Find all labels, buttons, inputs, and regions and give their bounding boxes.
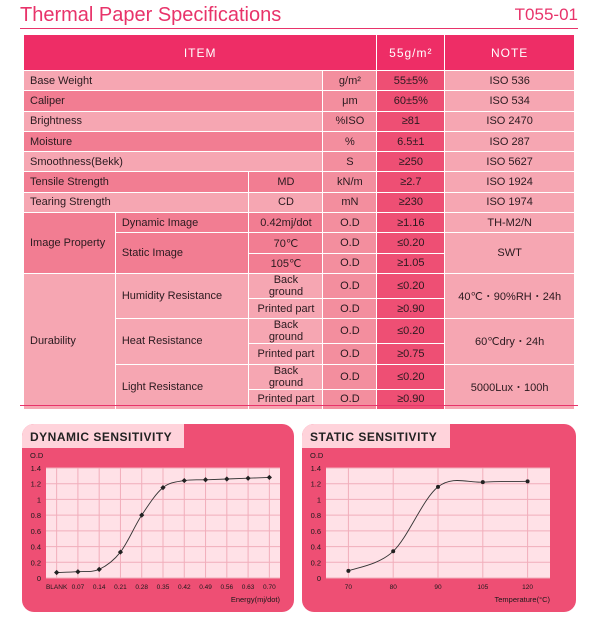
group-label: Image Property [24,213,116,274]
row-unit: O.D [323,319,377,344]
table-row [24,71,575,91]
row-value: ≤0.20 [377,233,445,253]
header-note: NOTE [445,35,575,71]
row-unit: O.D [323,389,377,409]
row-part: Printed part [249,298,323,318]
row-value: ≤0.20 [377,364,445,389]
header-item: ITEM [24,35,377,71]
row-note: ISO 536 [445,71,575,91]
dynamic-sensitivity-panel [22,424,294,612]
row-name: Humidity Resistance [115,273,249,318]
table-row [24,152,575,172]
data-point [526,479,530,483]
group-label: Durability [24,273,116,409]
y-tick-label: 1 [36,495,41,505]
x-tick-label: 0.63 [241,584,255,591]
page-title: Thermal Paper Specifications [20,4,282,26]
row-cond: 0.42mj/dot [249,213,323,233]
table-row [24,111,575,131]
data-point [481,480,485,484]
row-note: ISO 1974 [445,192,575,212]
row-sub: MD [249,172,323,192]
y-axis-label: O.D [30,451,44,460]
row-name: Caliper [24,91,323,111]
row-note: TH-M2/N [445,213,575,233]
row-value: 60±5% [377,91,445,111]
row-cond: 105℃ [249,253,323,273]
row-unit: S [323,152,377,172]
row-unit: O.D [323,273,377,298]
y-tick-label: 1.2 [30,479,41,489]
x-tick-label: 70 [344,584,353,591]
row-name: Smoothness(Bekk) [24,152,323,172]
y-tick-label: 1.2 [310,479,321,489]
data-point [346,569,350,573]
row-name: Brightness [24,111,323,131]
y-tick-label: 0.4 [30,542,41,552]
y-axis-label: O.D [310,451,324,460]
row-value: ≥0.75 [377,344,445,364]
document-code: T055-01 [514,5,578,24]
data-point [391,549,395,553]
row-part: Back ground [249,319,323,344]
y-tick-label: 0.2 [310,558,321,568]
row-unit: % [323,131,377,151]
x-tick-label: 0.42 [177,584,191,591]
row-unit: O.D [323,253,377,273]
row-value: ≥1.16 [377,213,445,233]
row-value: 55±5% [377,71,445,91]
x-tick-label: 0.49 [199,584,212,591]
y-tick-label: 1.4 [30,464,41,473]
row-note: ISO 2470 [445,111,575,131]
row-cond: 70℃ [249,233,323,253]
header-value: 55g/m² [377,35,445,71]
x-tick-label: 0.70 [263,584,276,591]
row-name: Moisture [24,131,323,151]
row-value: ≥1.05 [377,253,445,273]
row-unit: O.D [323,213,377,233]
y-tick-label: 0.6 [30,526,41,536]
static-sensitivity-chart [302,424,576,612]
row-note: ISO 287 [445,131,575,151]
dynamic-sensitivity-chart [22,424,294,612]
x-tick-label: BLANK [45,584,68,591]
table-row [24,273,575,298]
title-divider [20,28,578,29]
x-axis-label: Energy(mj/dot) [230,595,280,604]
x-tick-label: 0.21 [114,584,127,591]
y-tick-label: 0.4 [310,542,321,552]
row-value: 6.5±1 [377,131,445,151]
row-note: 40℃・90%RH・24h [445,273,575,318]
y-tick-label: 0.8 [310,511,321,521]
table-row [24,192,575,212]
y-tick-label: 0.8 [30,511,41,521]
chart-title: DYNAMIC SENSITIVITY [22,424,184,448]
row-note: SWT [445,233,575,274]
row-unit: O.D [323,344,377,364]
table-row [24,172,575,192]
row-note: 5000Lux・100h [445,364,575,409]
static-sensitivity-panel [302,424,576,612]
table-row [24,131,575,151]
data-point [436,485,440,489]
x-tick-label: 0.35 [156,584,170,591]
row-name: Base Weight [24,71,323,91]
row-sub: CD [249,192,323,212]
section-divider [20,405,578,406]
x-tick-label: 90 [434,584,442,591]
x-tick-label: 80 [389,584,397,591]
x-tick-label: 0.28 [135,584,149,591]
row-value: ≥250 [377,152,445,172]
y-tick-label: 1.4 [310,464,321,473]
row-name: Dynamic Image [115,213,249,233]
row-unit: %ISO [323,111,377,131]
row-name: Heat Resistance [115,319,249,364]
row-unit: μm [323,91,377,111]
row-unit: g/m² [323,71,377,91]
row-note: 60℃dry・24h [445,319,575,364]
spec-table [23,34,575,410]
table-row [24,91,575,111]
row-unit: O.D [323,298,377,318]
row-value: ≥2.7 [377,172,445,192]
x-axis-label: Temperature(°C) [494,595,550,604]
x-tick-label: 0.14 [92,584,106,591]
y-tick-label: 0 [36,574,41,583]
row-value: ≥0.90 [377,298,445,318]
row-unit: O.D [323,364,377,389]
row-value: ≥0.90 [377,389,445,409]
table-row [24,213,575,233]
y-tick-label: 0.6 [310,526,321,536]
y-tick-label: 0 [316,574,321,583]
row-part: Back ground [249,273,323,298]
row-unit: O.D [323,233,377,253]
row-value: ≤0.20 [377,319,445,344]
row-name: Tensile Strength [24,172,249,192]
chart-title: STATIC SENSITIVITY [302,424,450,448]
row-unit: mN [323,192,377,212]
row-part: Printed part [249,389,323,409]
row-part: Printed part [249,344,323,364]
row-name: Light Resistance [115,364,249,409]
x-tick-label: 105 [477,584,489,591]
x-tick-label: 0.07 [71,584,85,591]
row-value: ≥230 [377,192,445,212]
row-value: ≤0.20 [377,273,445,298]
row-value: ≥81 [377,111,445,131]
row-unit: kN/m [323,172,377,192]
row-name: Static Image [115,233,249,274]
table-header [24,35,575,71]
x-tick-label: 0.56 [220,584,234,591]
row-note: ISO 534 [445,91,575,111]
row-note: ISO 1924 [445,172,575,192]
row-note: ISO 5627 [445,152,575,172]
y-tick-label: 1 [316,495,321,505]
row-part: Back ground [249,364,323,389]
row-name: Tearing Strength [24,192,249,212]
x-tick-label: 120 [522,584,534,591]
y-tick-label: 0.2 [30,558,41,568]
